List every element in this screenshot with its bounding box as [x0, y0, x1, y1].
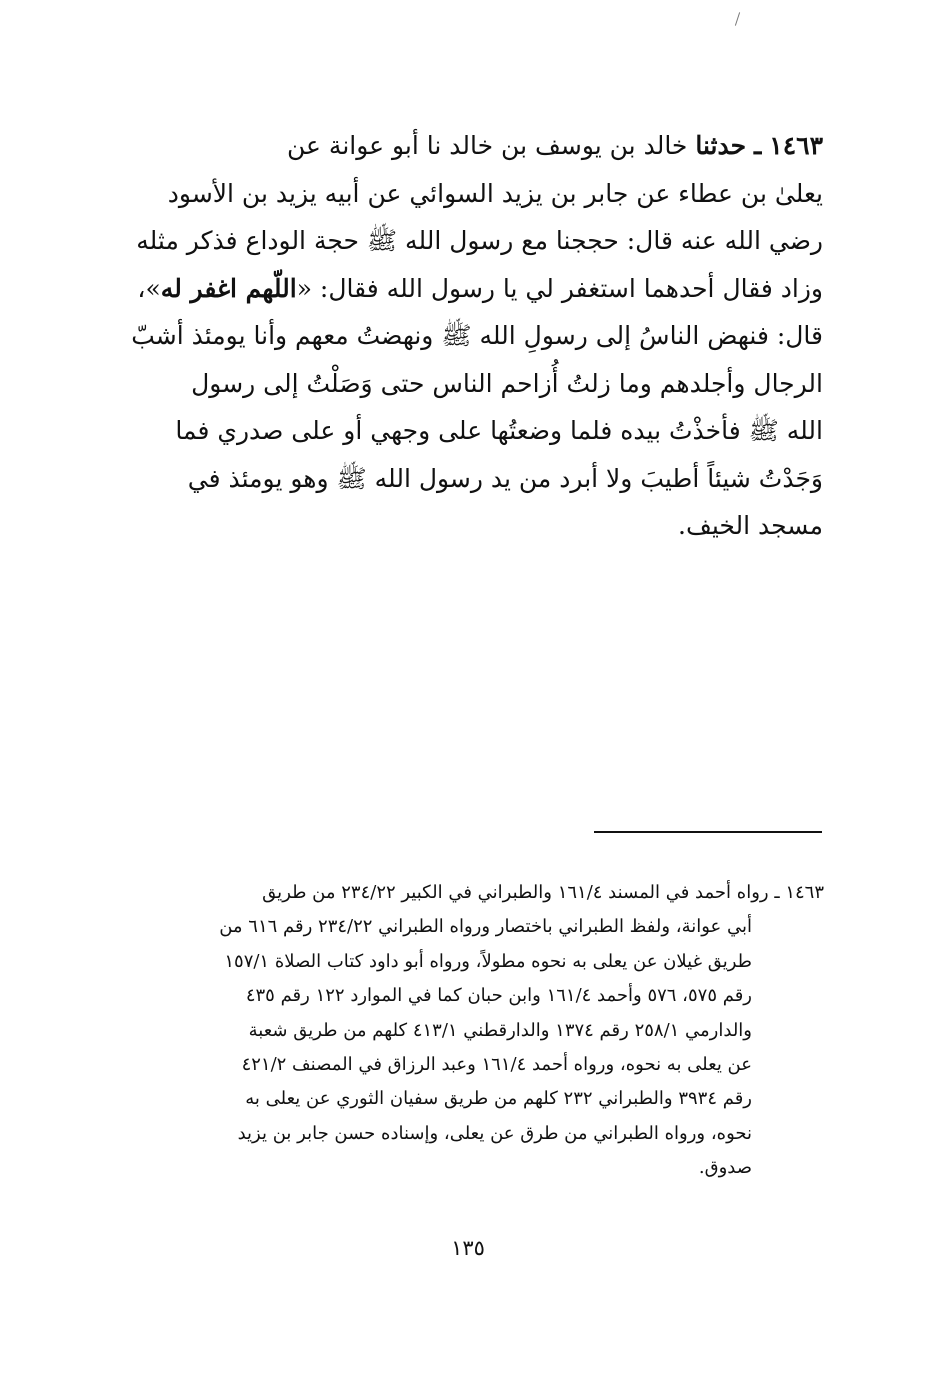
footnote-line-2: أبي عوانة، ولفظ الطبراني باختصار ورواه الطبراني ٢٣٤/٢٢ رقم ٦١٦ من	[219, 916, 752, 938]
footnote-line-9: صدوق.	[698, 1157, 752, 1179]
footnote-line-1-text: رواه أحمد في المسند ١٦١/٤ والطبراني في الكبير ٢٣٤/٢٢ من طريق	[262, 882, 769, 903]
footnote-line-4: رقم ٥٧٥، ٥٧٦ وأحمد ١٦١/٤ وابن حبان كما في الموارد ١٢٢ رقم ٤٣٥	[245, 985, 752, 1007]
footnote-line-8: نحوه، ورواه الطبراني من طرق عن يعلى، وإسناده حسن جابر بن يزيد	[237, 1122, 752, 1144]
hadith-line-1	[140, 122, 823, 170]
footnote-separator: ـ	[774, 882, 780, 903]
footnote-line-7: رقم ٣٩٣٤ والطبراني ٢٣٢ كلهم من طريق سفيان الثوري عن يعلى به	[245, 1088, 752, 1110]
hadith-line-4	[137, 265, 823, 313]
footnote-line-6: عن يعلى به نحوه، ورواه أحمد ١٦١/٤ وعبد الرزاق في المصنف ٤٢١/٢	[241, 1053, 752, 1075]
footnote-line-1	[140, 876, 824, 910]
footnote-number: ١٤٦٣	[785, 882, 824, 903]
hadith-line-8: وَجَدْتُ شيئاً أطيبَ ولا أبرد من يد رسول الله ﷺ وهو يومئذ في	[187, 463, 823, 493]
page-number: ١٣٥	[451, 1236, 485, 1260]
stray-scan-mark	[735, 12, 740, 26]
hadith-quote-close: »،	[137, 273, 161, 303]
hadith-line-6: الرجال وأجلدهم وما زلتُ أُزاحم الناس حتى وَصَلْتُ إلى رسول	[191, 368, 823, 398]
footnote-divider	[594, 831, 822, 833]
hadith-line-7: الله ﷺ فأخذْتُ بيده فلما وضعتُها على وجهي أو على صدري فما	[175, 416, 823, 445]
footnote	[140, 876, 824, 1186]
hadith-line-9: مسجد الخيف.	[678, 511, 823, 540]
hadith-line-4-text: وزاد فقال أحدهما استغفر لي يا رسول الله فقال: «	[296, 273, 823, 303]
hadith-separator: ـ	[754, 131, 762, 160]
hadith-quote: اللّهم اغفر له	[160, 273, 297, 303]
footnote-line-5: والدارمي ٢٥٨/١ رقم ١٣٧٤ والدارقطني ٤١٣/١ كلهم من طريق شعبة	[248, 1019, 752, 1041]
hadith-text	[131, 122, 823, 550]
hadith-line-2: يعلىٰ بن عطاء عن جابر بن يزيد السوائي عن أبيه يزيد بن الأسود	[167, 178, 823, 208]
hadith-number: ١٤٦٣	[769, 131, 823, 160]
hadith-lead-word: حدثنا	[695, 131, 747, 160]
hadith-line-5: قال: فنهض الناسُ إلى رسولِ الله ﷺ ونهضتُ معهم وأنا يومئذ أشبّ	[131, 321, 823, 350]
hadith-line-1-text: خالد بن يوسف بن خالد نا أبو عوانة عن	[287, 131, 688, 160]
hadith-line-3: رضي الله عنه قال: حججنا مع رسول الله ﷺ حجة الوداع فذكر مثله	[136, 226, 823, 255]
footnote-line-3: طريق غيلان عن يعلى به نحوه مطولاً، ورواه أبو داود كتاب الصلاة ١٥٧/١	[224, 950, 752, 972]
